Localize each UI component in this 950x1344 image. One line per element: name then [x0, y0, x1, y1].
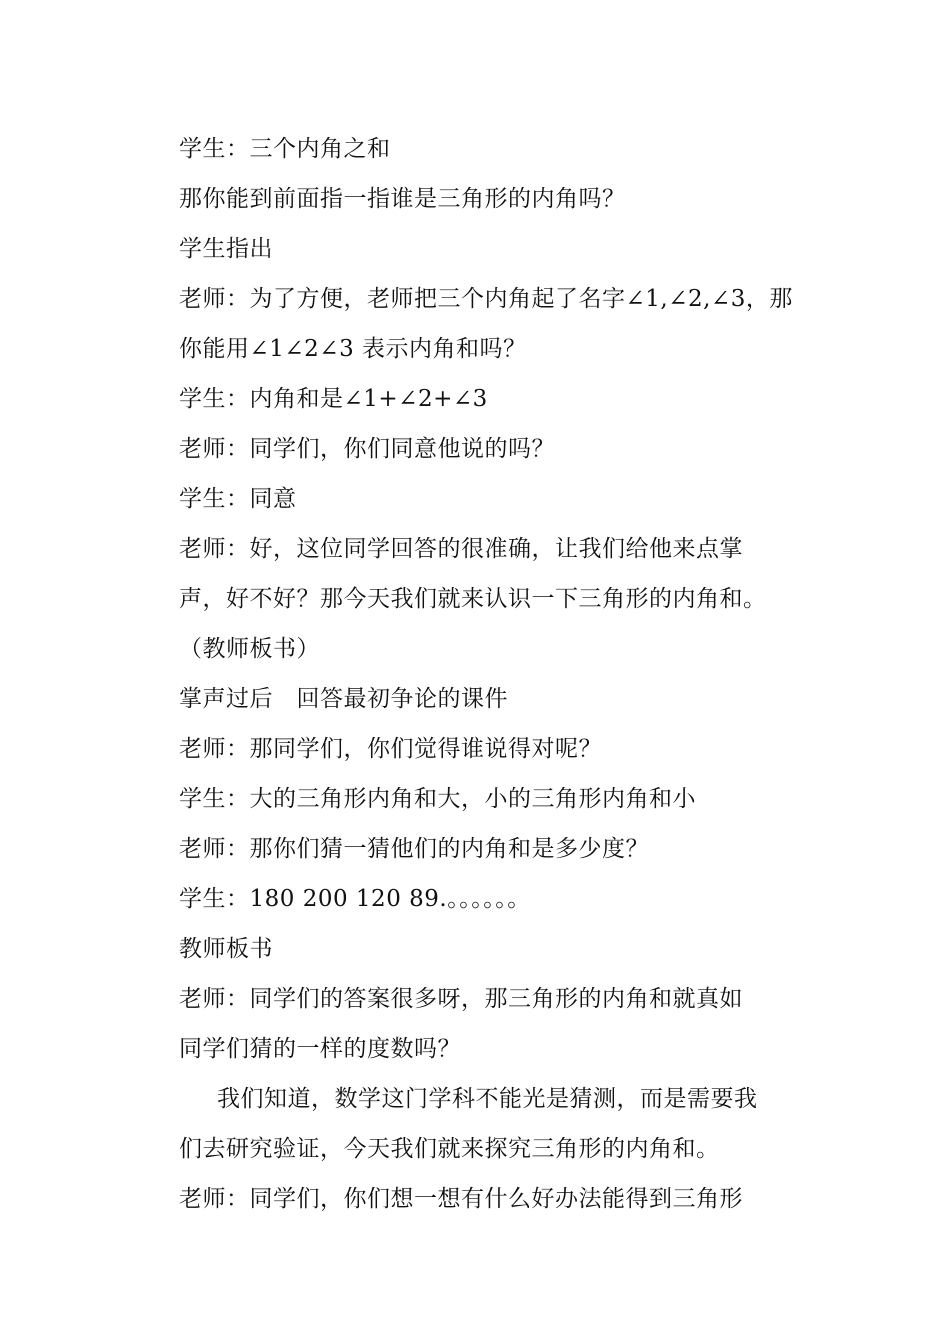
indented-paragraph-line: 我们知道，数学这门学科不能光是猜测，而是需要我	[217, 1086, 758, 1112]
dialogue-line: 学生：大的三角形内角和大，小的三角形内角和小	[179, 786, 696, 812]
dialogue-line: 老师：那你们猜一猜他们的内角和是多少度？	[179, 836, 649, 862]
dialogue-line: 教师板书	[179, 936, 273, 962]
dialogue-line: 声，好不好？那今天我们就来认识一下三角形的内角和。	[179, 586, 767, 612]
dialogue-line: 老师：同学们，你们想一想有什么好办法能得到三角形	[179, 1186, 743, 1212]
dialogue-line: （教师板书）	[179, 636, 320, 662]
dialogue-line: 老师：同学们的答案很多呀，那三角形的内角和就真如	[179, 986, 743, 1012]
dialogue-line: 老师：同学们，你们同意他说的吗？	[179, 436, 555, 462]
dialogue-line: 老师：为了方便，老师把三个内角起了名字∠1,∠2,∠3，那	[179, 286, 793, 312]
dialogue-line: 同学们猜的一样的度数吗？	[179, 1036, 461, 1062]
dialogue-line: 们去研究验证，今天我们就来探究三角形的内角和。	[179, 1136, 720, 1162]
dialogue-line: 老师：那同学们，你们觉得谁说得对呢？	[179, 736, 602, 762]
dialogue-line: 学生：内角和是∠1+∠2+∠3	[179, 386, 488, 412]
dialogue-line: 那你能到前面指一指谁是三角形的内角吗？	[179, 186, 626, 212]
document-body	[179, 124, 839, 1224]
dialogue-line: 学生：同意	[179, 486, 297, 512]
dialogue-line: 掌声过后 回答最初争论的课件	[179, 686, 508, 712]
dialogue-line: 老师：好，这位同学回答的很准确，让我们给他来点掌	[179, 536, 743, 562]
dialogue-line: 学生：三个内角之和	[179, 136, 391, 162]
dialogue-line: 学生：180 200 120 89.。。。。。。	[179, 886, 531, 912]
dialogue-line: 你能用∠1∠2∠3 表示内角和吗？	[179, 336, 527, 362]
dialogue-line: 学生指出	[179, 236, 273, 262]
